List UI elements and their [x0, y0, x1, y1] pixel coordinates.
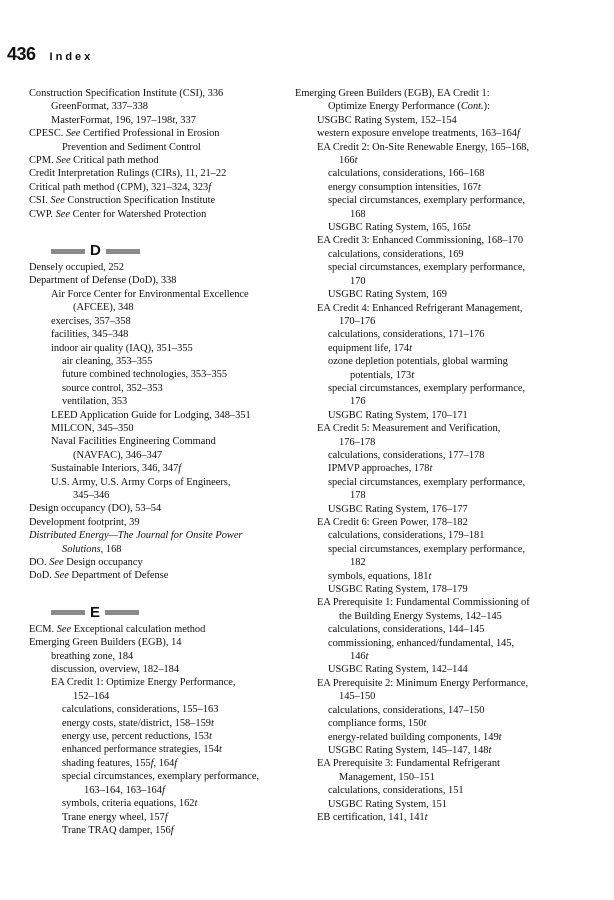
index-entry-continuation — [317, 369, 582, 382]
index-entry — [29, 623, 305, 636]
entry-text: t — [218, 744, 222, 756]
entry-text: USGBC Rating System, 145–147, 148 — [328, 744, 489, 756]
entry-text: CPESC. — [29, 128, 66, 140]
index-entry — [29, 516, 305, 529]
header-title: Index — [49, 51, 94, 63]
entry-text: Cont. — [460, 101, 484, 113]
entry-text: discussion, overview, 182–184 — [51, 664, 180, 676]
index-entry — [51, 355, 305, 368]
index-entry — [29, 636, 305, 649]
entry-text: ): — [483, 101, 490, 113]
entry-text: Densely occupied, 252 — [29, 262, 124, 274]
entry-text: USGBC Rating System, 169 — [328, 289, 447, 301]
index-entry — [317, 798, 582, 811]
entry-text: future combined technologies, 353–355 — [62, 369, 228, 381]
section-rule — [51, 249, 85, 254]
index-entry — [51, 824, 305, 837]
index-entry-continuation — [317, 154, 582, 167]
index-entry — [29, 208, 305, 221]
entry-text: calculations, considerations, 147–150 — [328, 704, 485, 716]
index-entry — [317, 596, 582, 609]
index-entry — [51, 717, 305, 730]
index-entry-continuation — [51, 489, 305, 502]
entry-text: t — [429, 463, 433, 475]
entry-text: source control, 352–353 — [62, 382, 163, 394]
entry-text: EA Credit 4: Enhanced Refrigerant Management, — [317, 302, 523, 314]
entry-text: t — [411, 369, 415, 381]
entry-text: USGBC Rating System, 151 — [328, 798, 447, 810]
entry-text: t — [467, 222, 471, 234]
index-entry — [29, 556, 305, 569]
index-entry — [51, 422, 305, 435]
index-entry — [317, 637, 582, 650]
entry-text: t — [423, 718, 427, 730]
entry-text: Certified Professional in Erosion — [80, 128, 220, 140]
entry-text: commissioning, enhanced/fundamental, 145, — [328, 637, 515, 649]
entry-text: t — [194, 798, 198, 810]
entry-text: EA Credit 5: Measurement and Verification, — [317, 423, 501, 435]
index-entry — [29, 154, 305, 167]
entry-text: equipment life, 174 — [328, 342, 410, 354]
entry-text: exercises, 357–358 — [51, 315, 131, 327]
entry-text: See — [65, 128, 81, 140]
index-entry — [51, 476, 305, 489]
index-entry — [317, 342, 582, 355]
entry-text: See — [54, 570, 69, 582]
index-entry — [317, 583, 582, 596]
entry-text: 168 — [103, 543, 122, 555]
entry-text: Emerging Green Builders (EGB), 14 — [29, 637, 182, 649]
entry-text: Design occupancy (DO), 53–54 — [29, 503, 162, 515]
entry-text: t — [428, 570, 432, 582]
entry-text: ECM. — [29, 623, 57, 635]
index-entry — [317, 623, 582, 636]
entry-text: calculations, considerations, 144–145 — [328, 624, 485, 636]
entry-text: Trane TRAQ damper, 156 — [62, 824, 171, 836]
index-entry — [317, 744, 582, 757]
entry-text: MasterFormat, 196, 197–198 — [51, 114, 173, 126]
entry-text: calculations, considerations, 177–178 — [328, 449, 485, 461]
index-entry-continuation — [317, 556, 582, 569]
entry-text: IPMVP approaches, 178 — [328, 463, 430, 475]
index-entry — [317, 141, 582, 154]
index-column-right — [295, 87, 582, 824]
entry-text: Emerging Green Builders (EGB), EA Credit 1: — [295, 88, 490, 99]
entry-text: USGBC Rating System, 170–171 — [328, 409, 468, 421]
index-entry — [317, 731, 582, 744]
index-entry — [29, 261, 305, 274]
entry-text: 176–178 — [339, 436, 376, 448]
index-entry — [51, 650, 305, 663]
entry-text: the Building Energy Systems, 142–145 — [339, 610, 502, 622]
index-entry-continuation — [317, 100, 582, 113]
index-entry-continuation — [317, 208, 582, 221]
index-entry — [317, 784, 582, 797]
entry-text: special circumstances, exemplary performance, — [328, 262, 526, 274]
section-letter: D — [90, 242, 101, 260]
entry-text: facilities, 345–348 — [51, 329, 129, 341]
entry-text: EA Prerequisite 2: Minimum Energy Performance, — [317, 677, 529, 689]
entry-text: Department of Defense — [68, 570, 169, 582]
index-entry — [51, 743, 305, 756]
entry-text: See — [49, 557, 64, 568]
entry-text: U.S. Army, U.S. Army Corps of Engineers, — [51, 476, 231, 488]
entry-text: ventilation, 353 — [62, 396, 128, 408]
entry-text: EA Prerequisite 3: Fundamental Refrigerant — [317, 758, 500, 770]
entry-text: potentials, 173 — [350, 369, 412, 381]
entry-text: calculations, considerations, 155–163 — [62, 704, 219, 716]
entry-text: shading features, 155 — [62, 757, 151, 769]
entry-text: Optimize Energy Performance ( — [328, 101, 461, 113]
entry-text: Center for Watershed Protection — [69, 208, 207, 220]
index-entry — [317, 811, 582, 824]
entry-text: 152–164 — [73, 690, 110, 702]
entry-text: special circumstances, exemplary performance, — [328, 543, 526, 555]
index-entry — [317, 663, 582, 676]
entry-text: energy-related building components, 149 — [328, 731, 499, 743]
index-entry-continuation — [317, 395, 582, 408]
index-entry-continuation — [317, 275, 582, 288]
index-entry — [317, 462, 582, 475]
entry-text: t — [424, 811, 428, 823]
index-entry — [317, 757, 582, 770]
entry-text: air cleaning, 353–355 — [62, 355, 153, 367]
index-entry — [317, 114, 582, 127]
entry-text: t — [409, 342, 412, 354]
entry-text: (NAVFAC), 346–347 — [73, 449, 163, 461]
entry-text: 145–150 — [339, 691, 376, 703]
index-entry — [317, 476, 582, 489]
index-entry-continuation — [51, 449, 305, 462]
entry-text: LEED Application Guide for Lodging, 348–351 — [51, 409, 251, 421]
entry-text: f — [161, 784, 165, 796]
entry-text: (AFCEE), 348 — [73, 302, 134, 314]
entry-text: 163–164, 163–164 — [84, 784, 162, 796]
index-entry-continuation — [317, 690, 582, 703]
entry-text: Distributed Energy—The Journal for Onsite Power — [29, 530, 243, 542]
index-entry — [317, 382, 582, 395]
index-entry — [51, 757, 305, 770]
index-entry-continuation — [317, 489, 582, 502]
entry-text: western exposure envelope treatments, 163–164 — [317, 128, 517, 140]
entry-text: See — [56, 623, 72, 635]
entry-text: t — [498, 731, 502, 743]
entry-text: USGBC Rating System, 178–179 — [328, 584, 468, 596]
index-entry — [51, 797, 305, 810]
index-entry — [317, 516, 582, 529]
entry-text: special circumstances, exemplary performance, — [328, 382, 526, 394]
index-entry — [317, 261, 582, 274]
index-entry — [51, 676, 305, 689]
section-heading-d — [51, 241, 305, 261]
entry-text: symbols, equations, 181 — [328, 570, 429, 582]
entry-text: Construction Specification Institute (CSI), 336 — [29, 88, 224, 99]
entry-text: See — [50, 195, 65, 207]
entry-text: DoD. — [29, 570, 55, 582]
index-entry — [317, 503, 582, 516]
section-rule — [106, 249, 140, 254]
running-header — [7, 44, 93, 64]
index-entry — [317, 570, 582, 583]
entry-text: enhanced performance strategies, 154 — [62, 744, 219, 756]
index-entry — [51, 730, 305, 743]
entry-text: special circumstances, exemplary performance, — [328, 195, 526, 207]
entry-text: Management, 150–151 — [339, 771, 435, 783]
index-entry — [317, 181, 582, 194]
entry-text: MILCON, 345–350 — [51, 422, 134, 434]
index-entry — [317, 234, 582, 247]
entry-text: CWP. — [29, 208, 56, 220]
index-entry — [29, 194, 305, 207]
index-entry-continuation — [317, 610, 582, 623]
entry-text: f — [150, 757, 154, 769]
entry-text: t — [365, 651, 369, 663]
entry-text: t — [208, 731, 212, 743]
index-entry — [51, 409, 305, 422]
entry-text: f — [516, 128, 520, 140]
entry-text: ozone depletion potentials, global warming — [328, 356, 508, 368]
index-entry — [317, 409, 582, 422]
entry-text: Construction Specification Institute — [64, 195, 216, 207]
entry-text: , 164 — [153, 757, 175, 769]
entry-text: Naval Facilities Engineering Command — [51, 436, 216, 448]
entry-text: calculations, considerations, 171–176 — [328, 329, 485, 341]
index-entry-continuation — [317, 650, 582, 663]
entry-text: special circumstances, exemplary performance, — [62, 771, 260, 783]
index-entry — [51, 770, 305, 783]
index-entry — [317, 529, 582, 542]
entry-text: compliance forms, 150 — [328, 718, 424, 730]
index-entry — [51, 114, 305, 127]
entry-text: energy costs, state/district, 158–159 — [62, 717, 212, 729]
entry-text: 345–346 — [73, 489, 110, 501]
index-entry — [51, 811, 305, 824]
section-letter: E — [90, 603, 101, 621]
section-heading-e — [51, 603, 305, 623]
index-entry-continuation — [51, 301, 305, 314]
entry-text: t — [172, 114, 176, 126]
entry-text: f — [208, 181, 212, 193]
entry-text: CSI. — [29, 195, 51, 207]
entry-text: Sustainable Interiors, 346, 347 — [51, 463, 179, 475]
entry-text: breathing zone, 184 — [51, 650, 134, 662]
index-entry — [29, 87, 305, 100]
entry-text: f — [170, 824, 174, 836]
entry-text: 178 — [350, 490, 366, 502]
index-entry — [29, 167, 305, 180]
entry-text: , 337 — [175, 114, 196, 126]
entry-text: energy use, percent reductions, 153 — [62, 731, 209, 743]
entry-text: 182 — [350, 557, 366, 569]
index-entry — [51, 315, 305, 328]
index-column-left — [29, 87, 305, 837]
index-entry — [51, 462, 305, 475]
index-entry-continuation — [51, 141, 305, 154]
index-entry — [51, 703, 305, 716]
index-entry — [317, 194, 582, 207]
entry-text: EA Credit 3: Enhanced Commissioning, 168–170 — [317, 235, 524, 247]
index-entry — [317, 422, 582, 435]
entry-text: Solutions, — [62, 543, 104, 555]
index-entry — [317, 248, 582, 261]
index-entry — [51, 663, 305, 676]
entry-text: special circumstances, exemplary performance, — [328, 476, 526, 488]
entry-text: Exceptional calculation method — [71, 623, 206, 635]
entry-text: See — [56, 155, 71, 167]
entry-text: 176 — [350, 396, 366, 408]
entry-text: f — [174, 757, 178, 769]
index-entry — [29, 502, 305, 515]
entry-text: symbols, criteria equations, 162 — [62, 798, 195, 810]
entry-text: CPM. — [29, 155, 57, 167]
index-entry — [29, 274, 305, 287]
index-entry — [295, 87, 582, 100]
entry-text: DO. — [29, 557, 50, 568]
entry-text: EA Credit 6: Green Power, 178–182 — [317, 517, 468, 528]
entry-text: t — [354, 155, 358, 167]
index-entry — [317, 355, 582, 368]
index-entry — [51, 342, 305, 355]
entry-text: 168 — [350, 208, 366, 220]
entry-text: Credit Interpretation Rulings (CIRs), 11, 21–22 — [29, 168, 227, 180]
entry-text: USGBC Rating System, 152–154 — [317, 114, 457, 126]
page-number: 436 — [7, 44, 36, 64]
index-entry-continuation — [51, 784, 305, 797]
section-rule — [105, 610, 139, 615]
entry-text: GreenFormat, 337–338 — [51, 101, 148, 113]
entry-text: Development footprint, 39 — [29, 516, 140, 528]
index-entry — [51, 100, 305, 113]
entry-text: Design occupancy — [63, 557, 143, 568]
entry-text: calculations, considerations, 151 — [328, 785, 464, 797]
entry-text: EA Credit 1: Optimize Energy Performance, — [51, 677, 236, 689]
entry-text: EA Credit 2: On-Site Renewable Energy, 165–168, — [317, 141, 530, 153]
entry-text: USGBC Rating System, 176–177 — [328, 503, 468, 515]
entry-text: t — [488, 744, 492, 756]
entry-text: 170–176 — [339, 315, 376, 327]
index-entry — [317, 704, 582, 717]
index-entry — [51, 288, 305, 301]
entry-text: Department of Defense (DoD), 338 — [29, 275, 177, 287]
section-rule — [51, 610, 85, 615]
entry-text: 170 — [350, 275, 366, 287]
entry-text: t — [211, 717, 214, 729]
index-entry — [317, 449, 582, 462]
index-entry — [317, 302, 582, 315]
index-entry — [317, 328, 582, 341]
entry-text: 146 — [350, 651, 366, 663]
index-entry — [317, 677, 582, 690]
index-entry-continuation — [317, 771, 582, 784]
index-entry — [51, 368, 305, 381]
index-entry-continuation — [51, 543, 305, 556]
entry-text: calculations, considerations, 166–168 — [328, 168, 485, 180]
index-entry — [29, 127, 305, 140]
entry-text: 166 — [339, 155, 355, 167]
index-entry — [29, 181, 305, 194]
entry-text: energy consumption intensities, 167 — [328, 181, 478, 193]
index-entry — [51, 435, 305, 448]
entry-text: Trane energy wheel, 157 — [62, 811, 165, 823]
index-entry — [51, 395, 305, 408]
index-entry — [317, 221, 582, 234]
index-entry — [317, 167, 582, 180]
entry-text: f — [164, 811, 168, 823]
entry-text: USGBC Rating System, 165, 165 — [328, 222, 468, 234]
entry-text: f — [178, 463, 182, 475]
index-entry-continuation — [317, 436, 582, 449]
index-entry — [51, 328, 305, 341]
entry-text: calculations, considerations, 169 — [328, 248, 464, 260]
index-entry — [29, 569, 305, 582]
index-entry — [51, 382, 305, 395]
entry-text: See — [55, 208, 70, 220]
entry-text: EA Prerequisite 1: Fundamental Commissioning of — [317, 597, 530, 609]
entry-text: EB certification, 141, 141 — [317, 811, 425, 823]
index-entry — [317, 288, 582, 301]
entry-text: Air Force Center for Environmental Excellence — [51, 288, 249, 300]
entry-text: indoor air quality (IAQ), 351–355 — [51, 342, 193, 354]
index-entry — [29, 529, 305, 542]
entry-text: Critical path method (CPM), 321–324, 323 — [29, 181, 209, 193]
entry-text: Prevention and Sediment Control — [62, 141, 201, 153]
entry-text: t — [477, 181, 481, 193]
index-entry — [317, 127, 582, 140]
entry-text: USGBC Rating System, 142–144 — [328, 664, 468, 676]
index-entry-continuation — [317, 315, 582, 328]
index-entry — [317, 717, 582, 730]
index-entry — [317, 543, 582, 556]
entry-text: calculations, considerations, 179–181 — [328, 530, 485, 542]
index-entry-continuation — [51, 690, 305, 703]
entry-text: Critical path method — [70, 155, 159, 167]
